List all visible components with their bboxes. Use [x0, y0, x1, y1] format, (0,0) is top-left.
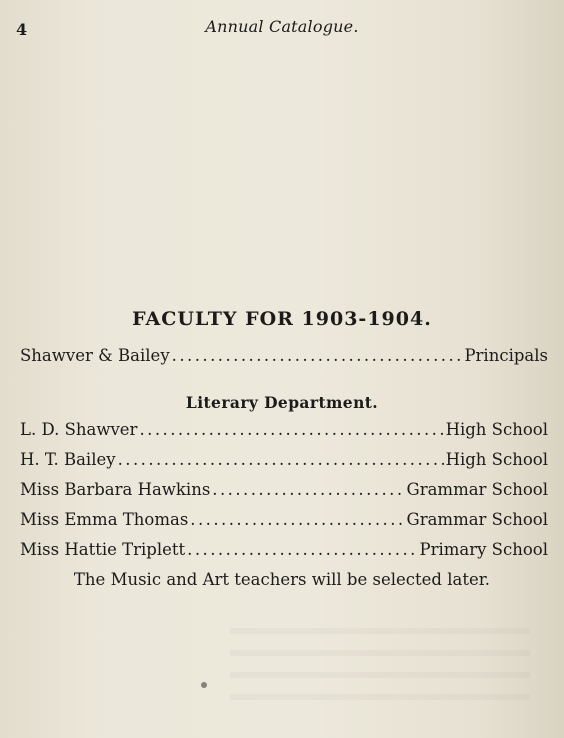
running-title: Annual Catalogue.	[205, 17, 359, 36]
principals-line	[20, 346, 548, 365]
faculty-name: H. T. Bailey	[20, 450, 116, 469]
dot-leader	[212, 480, 404, 499]
faculty-role: Primary School	[419, 540, 548, 559]
dot-leader	[190, 510, 404, 529]
ink-speck	[201, 682, 207, 688]
principals-name: Shawver & Bailey	[20, 346, 170, 365]
dot-leader	[187, 540, 417, 559]
faculty-line	[20, 420, 548, 439]
department-title: Literary Department.	[185, 393, 379, 412]
page-number: 4	[16, 20, 28, 39]
faculty-line	[20, 540, 548, 559]
faculty-role: High School	[445, 420, 548, 439]
faculty-heading: FACULTY FOR 1903-1904.	[132, 308, 432, 330]
faculty-name: Miss Emma Thomas	[20, 510, 189, 529]
faculty-role: High School	[445, 450, 548, 469]
dot-leader	[172, 346, 463, 365]
faculty-name: L. D. Shawver	[20, 420, 138, 439]
principals-role: Principals	[464, 346, 548, 365]
dot-leader	[118, 450, 444, 469]
dot-leader	[139, 420, 443, 439]
faculty-line	[20, 510, 548, 529]
faculty-line	[20, 450, 548, 469]
faculty-role: Grammar School	[406, 510, 548, 529]
faculty-name: Miss Hattie Triplett	[20, 540, 186, 559]
faculty-name: Miss Barbara Hawkins	[20, 480, 211, 499]
show-through-text	[230, 612, 530, 702]
staffing-note: The Music and Art teachers will be selected later.	[73, 570, 491, 589]
faculty-line	[20, 480, 548, 499]
faculty-role: Grammar School	[406, 480, 548, 499]
